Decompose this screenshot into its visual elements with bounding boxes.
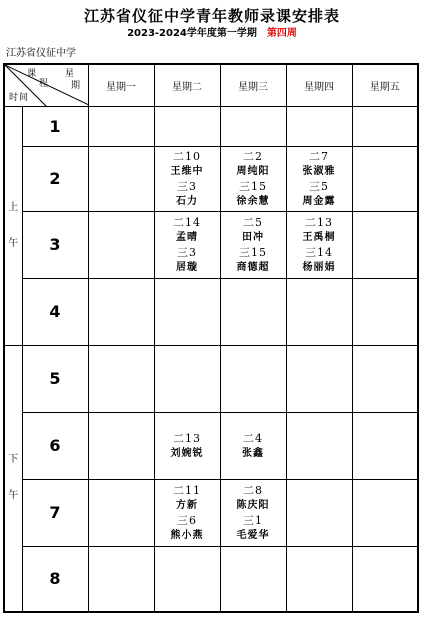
class-code: 二14 xyxy=(173,215,201,229)
class-code: 二13 xyxy=(305,215,333,229)
period-number: 7 xyxy=(22,479,88,546)
class-code: 三5 xyxy=(309,179,329,193)
slot-p5-wed xyxy=(220,345,286,412)
teacher-name: 熊小燕 xyxy=(170,529,204,541)
class-code: 二8 xyxy=(243,483,263,497)
week-label: 第四周 xyxy=(266,28,297,39)
slot-p6-tue xyxy=(154,412,220,479)
slot-p6-mon xyxy=(88,412,154,479)
slot-p2-mon xyxy=(88,146,154,211)
period-row-1 xyxy=(4,106,418,146)
teacher-name: 陈庆阳 xyxy=(236,499,270,511)
slot-p8-fri xyxy=(352,546,418,612)
session-afternoon-char2: 午 xyxy=(8,490,19,502)
teacher-name: 田冲 xyxy=(242,231,264,243)
session-morning-char2: 午 xyxy=(8,237,19,249)
slot-p6-fri xyxy=(352,412,418,479)
class-code: 二7 xyxy=(309,149,329,163)
corner-label-shi: 时 xyxy=(9,93,19,103)
slot-p7-thu xyxy=(286,479,352,546)
period-row-6 xyxy=(4,412,418,479)
slot-p5-tue xyxy=(154,345,220,412)
day-header-fri: 星期五 xyxy=(352,64,418,106)
class-code: 三15 xyxy=(239,179,267,193)
slot-p1-mon xyxy=(88,106,154,146)
slot-p8-mon xyxy=(88,546,154,612)
day-header-mon: 星期一 xyxy=(88,64,154,106)
period-row-7 xyxy=(4,479,418,546)
slot-p1-fri xyxy=(352,106,418,146)
class-code: 二13 xyxy=(173,431,201,445)
slot-p1-thu xyxy=(286,106,352,146)
slot-p2-thu xyxy=(286,146,352,211)
period-number: 2 xyxy=(22,146,88,211)
corner-label-qi: 期 xyxy=(71,81,81,91)
slot-p3-mon xyxy=(88,211,154,278)
period-row-5 xyxy=(4,345,418,412)
teacher-name: 周纯阳 xyxy=(236,165,270,177)
day-header-wed: 星期三 xyxy=(220,64,286,106)
slot-p3-tue xyxy=(154,211,220,278)
class-code: 二11 xyxy=(173,483,201,497)
teacher-name: 王维中 xyxy=(170,165,204,177)
slot-p1-tue xyxy=(154,106,220,146)
slot-p2-tue xyxy=(154,146,220,211)
teacher-name: 毛爱华 xyxy=(236,529,270,541)
slot-p7-wed xyxy=(220,479,286,546)
teacher-name: 方新 xyxy=(176,499,198,511)
slot-p5-fri xyxy=(352,345,418,412)
period-number: 1 xyxy=(22,106,88,146)
slot-p2-wed xyxy=(220,146,286,211)
term-subtitle xyxy=(0,24,424,39)
corner-label-jian: 间 xyxy=(19,93,29,103)
class-code: 三1 xyxy=(243,513,263,527)
period-row-8 xyxy=(4,546,418,612)
session-morning-char1: 上 xyxy=(8,201,19,213)
period-row-2 xyxy=(4,146,418,211)
term-label: 2023-2024学年度第一学期 xyxy=(127,28,257,39)
teacher-name: 张鑫 xyxy=(242,447,264,459)
teacher-name: 王禹桐 xyxy=(302,231,336,243)
slot-p4-wed xyxy=(220,278,286,345)
teacher-name: 杨丽娟 xyxy=(302,261,336,273)
slot-p6-wed xyxy=(220,412,286,479)
teacher-name: 石力 xyxy=(176,195,198,207)
slot-p2-fri xyxy=(352,146,418,211)
session-afternoon-char1: 下 xyxy=(8,454,19,466)
header-row xyxy=(4,64,418,106)
teacher-name: 孟晴 xyxy=(176,231,198,243)
corner-cell xyxy=(4,64,88,106)
teacher-name: 徐余慧 xyxy=(236,195,270,207)
period-number: 8 xyxy=(22,546,88,612)
period-number: 6 xyxy=(22,412,88,479)
slot-p4-mon xyxy=(88,278,154,345)
slot-p4-fri xyxy=(352,278,418,345)
teacher-name: 张淑雅 xyxy=(302,165,336,177)
slot-p3-fri xyxy=(352,211,418,278)
corner-label-cheng: 程 xyxy=(39,79,49,89)
class-code: 三3 xyxy=(177,245,197,259)
slot-p3-thu xyxy=(286,211,352,278)
slot-p3-wed xyxy=(220,211,286,278)
school-name: 江苏省仪征中学 xyxy=(6,48,76,59)
teacher-name: 刘婉锐 xyxy=(170,447,204,459)
slot-p5-mon xyxy=(88,345,154,412)
teacher-name: 商德超 xyxy=(236,261,270,273)
period-row-4 xyxy=(4,278,418,345)
slot-p5-thu xyxy=(286,345,352,412)
teacher-name: 居璇 xyxy=(176,261,198,273)
corner-label-xing: 星 xyxy=(65,69,75,79)
slot-p7-fri xyxy=(352,479,418,546)
schedule-table xyxy=(3,63,419,613)
slot-p8-thu xyxy=(286,546,352,612)
slot-p4-tue xyxy=(154,278,220,345)
class-code: 二10 xyxy=(173,149,201,163)
teacher-name: 周金露 xyxy=(302,195,336,207)
slot-p1-wed xyxy=(220,106,286,146)
day-header-thu: 星期四 xyxy=(286,64,352,106)
class-code: 三15 xyxy=(239,245,267,259)
period-number: 3 xyxy=(22,211,88,278)
slot-p6-thu xyxy=(286,412,352,479)
day-header-tue: 星期二 xyxy=(154,64,220,106)
class-code: 三6 xyxy=(177,513,197,527)
period-row-3 xyxy=(4,211,418,278)
slot-p8-wed xyxy=(220,546,286,612)
period-number: 4 xyxy=(22,278,88,345)
class-code: 二4 xyxy=(243,431,263,445)
session-afternoon xyxy=(4,345,22,612)
class-code: 二5 xyxy=(243,215,263,229)
class-code: 二2 xyxy=(243,149,263,163)
corner-label-course: 课 xyxy=(27,69,37,79)
slot-p7-tue xyxy=(154,479,220,546)
session-morning xyxy=(4,106,22,345)
page-title: 江苏省仪征中学青年教师录课安排表 xyxy=(83,7,340,25)
slot-p7-mon xyxy=(88,479,154,546)
slot-p8-tue xyxy=(154,546,220,612)
class-code: 三14 xyxy=(305,245,333,259)
class-code: 三3 xyxy=(177,179,197,193)
slot-p4-thu xyxy=(286,278,352,345)
period-number: 5 xyxy=(22,345,88,412)
